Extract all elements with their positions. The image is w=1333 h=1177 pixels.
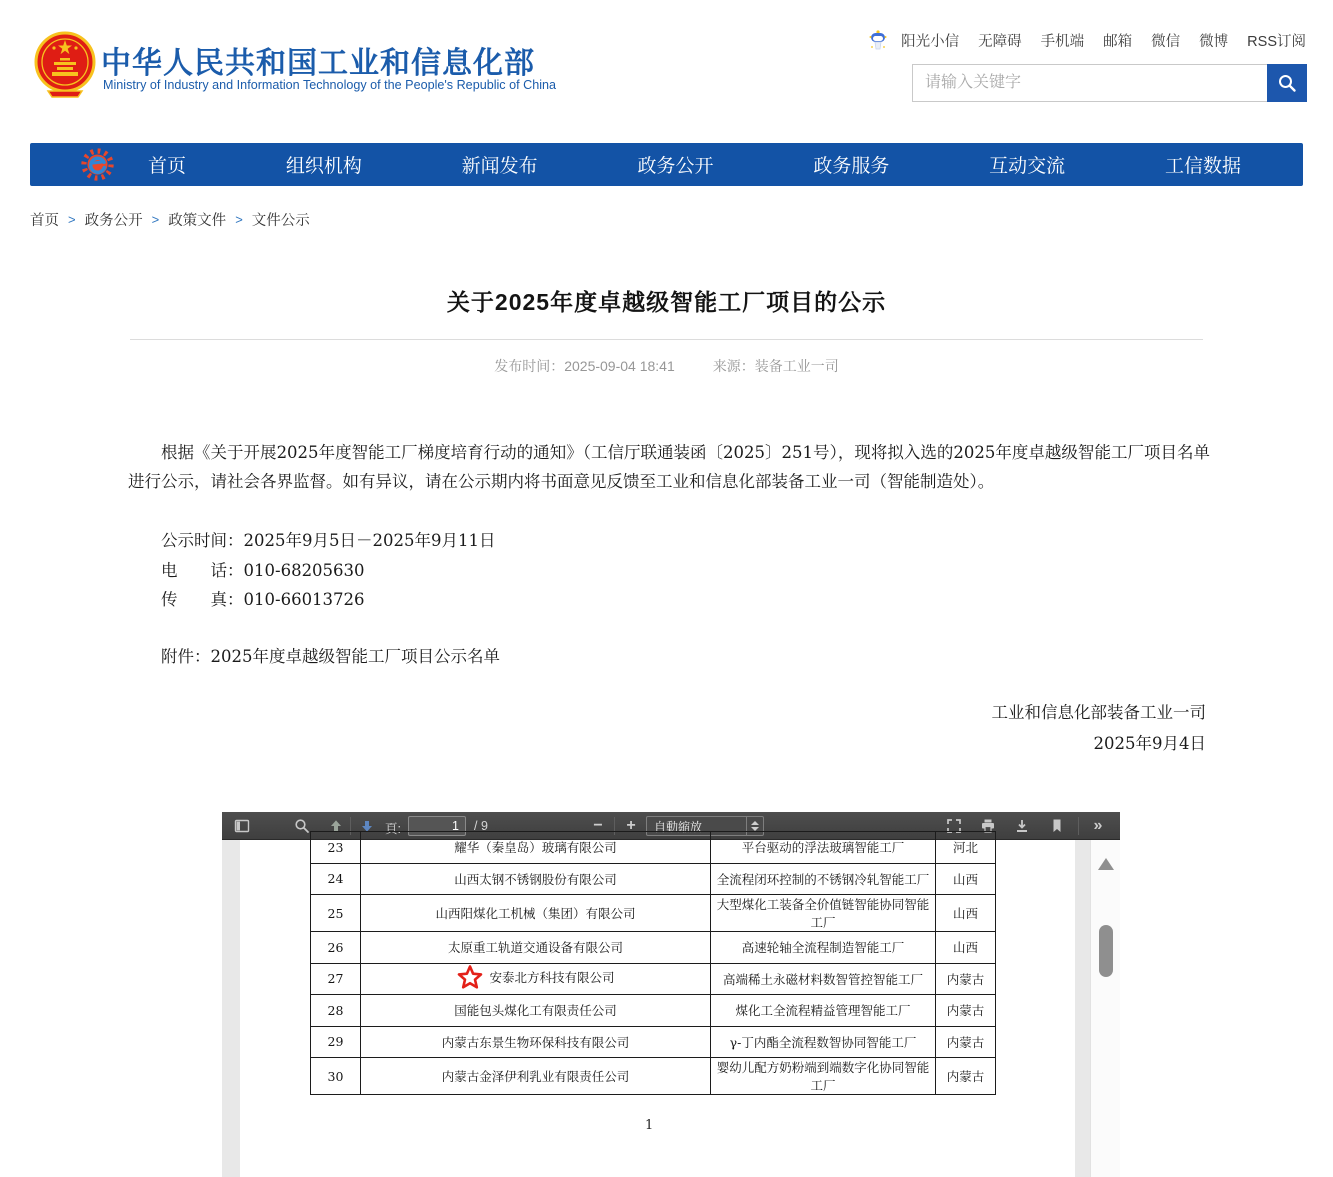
row-project: γ-丁内酯全流程数智协同智能工厂 <box>711 1026 936 1058</box>
pdf-table <box>310 831 996 1095</box>
pdf-page-footer-number: 1 <box>645 1118 654 1133</box>
row-province: 内蒙古 <box>936 963 996 995</box>
table-row <box>311 1026 996 1058</box>
signature-date: 2025年9月4日 <box>1093 734 1206 753</box>
chevrons-right-icon: » <box>1093 817 1103 834</box>
table-row <box>311 1058 996 1095</box>
sidebar-toggle-icon <box>234 818 250 834</box>
row-company-text: 内蒙古东景生物环保科技有限公司 <box>441 1034 630 1050</box>
article-title: 关于2025年度卓越级智能工厂项目的公示 <box>446 289 887 315</box>
pdf-viewer <box>222 812 1120 1177</box>
nav-item-interaction[interactable]: 互动交流 <box>989 156 1066 177</box>
row-province: 内蒙古 <box>936 1026 996 1058</box>
row-project: 婴幼儿配方奶粉端到端数字化协同智能工厂 <box>711 1058 936 1095</box>
star-icon <box>457 965 483 992</box>
pdf-page <box>240 840 1075 1177</box>
nav-item-home[interactable]: 首页 <box>148 156 187 177</box>
table-row <box>311 863 996 895</box>
attachment-link[interactable]: 附件：2025年度卓越级智能工厂项目公示名单 <box>161 647 500 666</box>
toolbar-separator <box>1078 817 1079 835</box>
breadcrumb-home[interactable]: 首页 <box>30 213 59 229</box>
row-no: 26 <box>311 932 361 964</box>
signature-department: 工业和信息化部装备工业一司 <box>991 703 1206 722</box>
row-province: 内蒙古 <box>936 1058 996 1095</box>
nav-list <box>148 143 1241 186</box>
site-subtitle: Ministry of Industry and Information Technology of the People's Republic of China <box>103 78 556 92</box>
row-project: 大型煤化工装备全价值链智能协同智能工厂 <box>711 895 936 932</box>
pdf-table-body <box>311 832 996 1095</box>
page-label: 頁: <box>385 822 401 836</box>
notice-period-line: 公示时间：2025年9月5日－2025年9月11日 <box>161 531 496 550</box>
download-button[interactable] <box>1008 813 1036 839</box>
link-weibo[interactable]: 微博 <box>1199 33 1229 50</box>
row-company-text: 国能包头煤化工有限责任公司 <box>454 1003 617 1019</box>
search-bar <box>912 64 1307 102</box>
site-title: 中华人民共和国工业和信息化部 <box>101 47 535 80</box>
row-no: 29 <box>311 1026 361 1058</box>
article-paragraph: 根据《关于开展2025年度智能工厂梯度培育行动的通知》（工信厅联通装函〔2025〕251号），现将拟入选的2025年度卓越级智能工厂项目名单进行公示，请社会各界监督。如有异议，请在公示期内将书面意见反馈至工业和信息化部装备工业一司（智能制造处）。 <box>128 443 1210 491</box>
nav-item-news[interactable]: 新闻发布 <box>461 156 538 177</box>
row-no: 30 <box>311 1058 361 1095</box>
table-row <box>311 995 996 1027</box>
source-label: 来源： <box>712 358 755 374</box>
top-utility-links <box>868 29 1306 51</box>
sunshine-robot-icon <box>868 29 888 51</box>
row-project: 高速轮轴全流程制造智能工厂 <box>711 932 936 964</box>
row-no: 28 <box>311 995 361 1027</box>
pdf-content-area <box>222 840 1120 1177</box>
national-emblem-logo <box>34 28 96 104</box>
miit-gear-icon <box>80 147 115 182</box>
breadcrumb-separator: > <box>151 212 160 227</box>
row-company-text: 山西太钢不锈钢股份有限公司 <box>454 871 617 887</box>
page-total: / 9 <box>474 819 488 833</box>
row-no: 24 <box>311 863 361 895</box>
search-icon <box>1277 73 1297 93</box>
phone-line: 电 话：010-68205630 <box>161 561 365 580</box>
main-nav <box>30 143 1303 186</box>
row-province: 河北 <box>936 832 996 864</box>
row-province: 内蒙古 <box>936 995 996 1027</box>
bookmark-button[interactable] <box>1043 813 1071 839</box>
table-row <box>311 963 996 995</box>
article-meta <box>0 356 1333 376</box>
zoom-scale-value: 自動縮放 <box>654 819 703 834</box>
source-value: 装备工业一司 <box>754 358 839 374</box>
scroll-up-arrow-icon[interactable] <box>1098 858 1114 870</box>
download-icon <box>1014 818 1030 834</box>
search-button[interactable] <box>1267 64 1307 102</box>
row-province: 山西 <box>936 863 996 895</box>
publish-time-label: 发布时间： <box>494 358 565 374</box>
row-no: 23 <box>311 832 361 864</box>
link-mail[interactable]: 邮箱 <box>1103 33 1133 50</box>
link-wechat[interactable]: 微信 <box>1151 33 1181 50</box>
row-company-text: 山西阳煤化工机械（集团）有限公司 <box>435 906 636 921</box>
more-tools-button[interactable] <box>1084 813 1112 839</box>
breadcrumb-separator: > <box>235 212 243 227</box>
row-company-text: 耀华（秦皇岛）玻璃有限公司 <box>454 840 617 856</box>
breadcrumb <box>30 209 310 230</box>
publish-time: 2025-09-04 18:41 <box>564 358 675 374</box>
sidebar-toggle-button[interactable] <box>228 813 256 839</box>
pdf-search-icon <box>294 818 310 834</box>
plus-icon: + <box>626 817 636 834</box>
row-no: 27 <box>311 963 361 995</box>
table-row <box>311 895 996 932</box>
link-rss[interactable]: RSS订阅 <box>1247 33 1306 50</box>
nav-item-services[interactable]: 政务服务 <box>813 156 890 177</box>
row-company-text: 安泰北方科技有限公司 <box>489 970 615 986</box>
row-company-text: 内蒙古金泽伊利乳业有限责任公司 <box>441 1069 630 1084</box>
scrollbar-thumb[interactable] <box>1099 925 1113 977</box>
link-sunshine[interactable]: 阳光小信 <box>901 33 960 50</box>
row-province: 山西 <box>936 895 996 932</box>
breadcrumb-current: 文件公示 <box>251 213 310 229</box>
row-project: 全流程闭环控制的不锈钢冷轧智能工厂 <box>711 863 936 895</box>
row-company-text: 太原重工轨道交通设备有限公司 <box>447 940 623 956</box>
table-row <box>311 932 996 964</box>
link-accessibility[interactable]: 无障碍 <box>978 33 1022 50</box>
row-project: 煤化工全流程精益管理智能工厂 <box>711 995 936 1027</box>
nav-item-disclosure[interactable]: 政务公开 <box>637 156 714 177</box>
nav-item-data[interactable]: 工信数据 <box>1164 156 1241 177</box>
bookmark-icon <box>1049 818 1065 834</box>
row-project: 平台驱动的浮法玻璃智能工厂 <box>711 832 936 864</box>
breadcrumb-separator: > <box>68 212 76 227</box>
title-divider <box>130 339 1203 340</box>
row-no: 25 <box>311 895 361 932</box>
nav-item-organization[interactable]: 组织机构 <box>285 156 362 177</box>
breadcrumb-disclosure[interactable]: 政务公开 <box>84 213 143 229</box>
search-input[interactable] <box>912 64 1267 102</box>
minus-icon: − <box>593 817 603 834</box>
breadcrumb-policy-files[interactable]: 政策文件 <box>168 213 227 229</box>
row-project: 高端稀土永磁材料数智管控智能工厂 <box>711 963 936 995</box>
pdf-scrollbar[interactable] <box>1090 840 1120 1177</box>
fax-line: 传 真：010-66013726 <box>161 590 365 609</box>
row-province: 山西 <box>936 932 996 964</box>
table-row <box>311 832 996 864</box>
link-mobile[interactable]: 手机端 <box>1040 33 1085 50</box>
